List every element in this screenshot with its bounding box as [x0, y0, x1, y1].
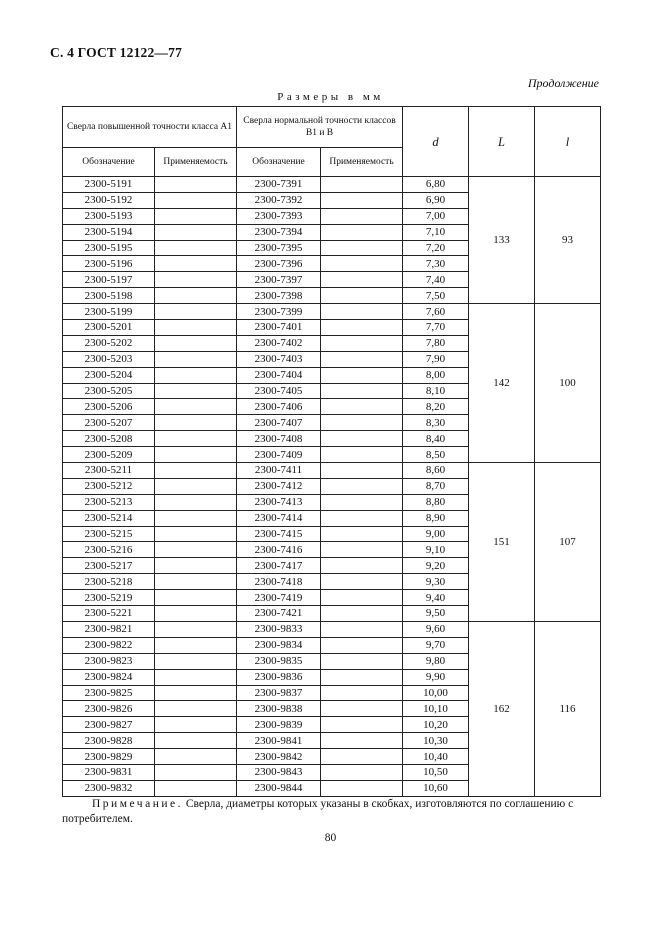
applicability-b-cell	[321, 494, 403, 510]
designation-b-cell: 2300-7391	[237, 177, 321, 193]
applicability-b-cell	[321, 606, 403, 622]
note-text: Сверла, диаметры которых указаны в скобках, изготовляются по соглашению с потребителем.	[62, 798, 574, 825]
length-l-cell: 93	[535, 177, 601, 304]
diameter-d-cell: 10,60	[403, 780, 469, 796]
designation-b-cell: 2300-7408	[237, 431, 321, 447]
applicability-b-cell	[321, 320, 403, 336]
applicability-b-cell	[321, 621, 403, 637]
designation-a1-cell: 2300-9831	[63, 764, 155, 780]
page-header: С. 4 ГОСТ 12122—77	[50, 45, 183, 60]
diameter-d-cell: 8,60	[403, 463, 469, 479]
applicability-b-cell	[321, 240, 403, 256]
applicability-b-cell	[321, 637, 403, 653]
designation-a1-cell: 2300-5218	[63, 574, 155, 590]
designation-b-cell: 2300-7418	[237, 574, 321, 590]
designation-a1-cell: 2300-5214	[63, 510, 155, 526]
designation-b-cell: 2300-9836	[237, 669, 321, 685]
diameter-d-cell: 9,80	[403, 653, 469, 669]
applicability-a1-cell	[155, 272, 237, 288]
applicability-b-cell	[321, 764, 403, 780]
applicability-a1-cell	[155, 431, 237, 447]
designation-b-cell: 2300-7397	[237, 272, 321, 288]
applicability-b-cell	[321, 463, 403, 479]
applicability-b-cell	[321, 780, 403, 796]
designation-a1-cell: 2300-9832	[63, 780, 155, 796]
applicability-a1-cell	[155, 685, 237, 701]
designation-a1-cell: 2300-9828	[63, 733, 155, 749]
designation-b-cell: 2300-9843	[237, 764, 321, 780]
designation-b-cell: 2300-9839	[237, 717, 321, 733]
designation-a1-cell: 2300-9821	[63, 621, 155, 637]
length-l-cell: 100	[535, 304, 601, 463]
applicability-b-cell	[321, 351, 403, 367]
drill-sizes-table	[62, 106, 601, 797]
applicability-b-cell	[321, 526, 403, 542]
applicability-a1-cell	[155, 256, 237, 272]
designation-a1-cell: 2300-9824	[63, 669, 155, 685]
applicability-a1-cell	[155, 526, 237, 542]
designation-b-cell: 2300-9838	[237, 701, 321, 717]
applicability-a1-cell	[155, 335, 237, 351]
diameter-d-cell: 8,40	[403, 431, 469, 447]
designation-a1-cell: 2300-5212	[63, 478, 155, 494]
applicability-a1-cell	[155, 494, 237, 510]
applicability-b-cell	[321, 542, 403, 558]
header-d: d	[403, 107, 469, 177]
designation-b-cell: 2300-7392	[237, 192, 321, 208]
designation-a1-cell: 2300-5196	[63, 256, 155, 272]
diameter-d-cell: 7,50	[403, 288, 469, 304]
designation-b-cell: 2300-7407	[237, 415, 321, 431]
designation-a1-cell: 2300-5207	[63, 415, 155, 431]
designation-b-cell: 2300-7395	[237, 240, 321, 256]
applicability-b-cell	[321, 288, 403, 304]
designation-b-cell: 2300-7414	[237, 510, 321, 526]
designation-b-cell: 2300-7404	[237, 367, 321, 383]
header-applicability-a1: Применяемость	[155, 148, 237, 177]
designation-b-cell: 2300-7411	[237, 463, 321, 479]
length-L-cell: 162	[469, 621, 535, 796]
diameter-d-cell: 8,50	[403, 447, 469, 463]
diameter-d-cell: 9,50	[403, 606, 469, 622]
diameter-d-cell: 8,80	[403, 494, 469, 510]
applicability-a1-cell	[155, 510, 237, 526]
diameter-d-cell: 6,90	[403, 192, 469, 208]
diameter-d-cell: 7,70	[403, 320, 469, 336]
designation-b-cell: 2300-7398	[237, 288, 321, 304]
designation-a1-cell: 2300-5203	[63, 351, 155, 367]
designation-b-cell: 2300-7421	[237, 606, 321, 622]
table-row	[63, 177, 601, 193]
applicability-b-cell	[321, 383, 403, 399]
applicability-b-cell	[321, 367, 403, 383]
applicability-a1-cell	[155, 764, 237, 780]
designation-b-cell: 2300-7402	[237, 335, 321, 351]
applicability-a1-cell	[155, 399, 237, 415]
diameter-d-cell: 8,70	[403, 478, 469, 494]
table-row	[63, 304, 601, 320]
diameter-d-cell: 10,00	[403, 685, 469, 701]
applicability-a1-cell	[155, 224, 237, 240]
designation-a1-cell: 2300-5205	[63, 383, 155, 399]
diameter-d-cell: 9,90	[403, 669, 469, 685]
header-L: L	[469, 107, 535, 177]
header-group-a1: Сверла повышенной точности класса А1	[63, 107, 237, 148]
diameter-d-cell: 8,10	[403, 383, 469, 399]
designation-a1-cell: 2300-5201	[63, 320, 155, 336]
applicability-a1-cell	[155, 367, 237, 383]
diameter-d-cell: 7,90	[403, 351, 469, 367]
applicability-a1-cell	[155, 574, 237, 590]
diameter-d-cell: 9,40	[403, 590, 469, 606]
designation-a1-cell: 2300-5198	[63, 288, 155, 304]
designation-a1-cell: 2300-5193	[63, 208, 155, 224]
diameter-d-cell: 7,60	[403, 304, 469, 320]
diameter-d-cell: 7,10	[403, 224, 469, 240]
applicability-b-cell	[321, 272, 403, 288]
designation-b-cell: 2300-7409	[237, 447, 321, 463]
applicability-b-cell	[321, 510, 403, 526]
designation-a1-cell: 2300-5213	[63, 494, 155, 510]
designation-b-cell: 2300-7406	[237, 399, 321, 415]
designation-a1-cell: 2300-9829	[63, 749, 155, 765]
applicability-b-cell	[321, 478, 403, 494]
note	[62, 797, 602, 827]
continuation-label: Продолжение	[527, 76, 599, 90]
designation-b-cell: 2300-7417	[237, 558, 321, 574]
applicability-b-cell	[321, 558, 403, 574]
applicability-a1-cell	[155, 701, 237, 717]
diameter-d-cell: 9,60	[403, 621, 469, 637]
diameter-d-cell: 8,20	[403, 399, 469, 415]
sizes-caption: Размеры в мм	[277, 91, 384, 103]
designation-a1-cell: 2300-5217	[63, 558, 155, 574]
applicability-a1-cell	[155, 669, 237, 685]
designation-a1-cell: 2300-5215	[63, 526, 155, 542]
applicability-b-cell	[321, 685, 403, 701]
diameter-d-cell: 9,70	[403, 637, 469, 653]
applicability-a1-cell	[155, 653, 237, 669]
designation-b-cell: 2300-7403	[237, 351, 321, 367]
designation-b-cell: 2300-9842	[237, 749, 321, 765]
applicability-b-cell	[321, 335, 403, 351]
page-number: 80	[324, 832, 337, 844]
applicability-a1-cell	[155, 749, 237, 765]
applicability-b-cell	[321, 590, 403, 606]
designation-b-cell: 2300-7415	[237, 526, 321, 542]
diameter-d-cell: 6,80	[403, 177, 469, 193]
designation-a1-cell: 2300-5221	[63, 606, 155, 622]
designation-a1-cell: 2300-5216	[63, 542, 155, 558]
designation-a1-cell: 2300-5219	[63, 590, 155, 606]
applicability-b-cell	[321, 701, 403, 717]
designation-b-cell: 2300-9833	[237, 621, 321, 637]
length-L-cell: 142	[469, 304, 535, 463]
designation-b-cell: 2300-9844	[237, 780, 321, 796]
designation-a1-cell: 2300-9822	[63, 637, 155, 653]
applicability-b-cell	[321, 717, 403, 733]
diameter-d-cell: 10,30	[403, 733, 469, 749]
designation-b-cell: 2300-7412	[237, 478, 321, 494]
applicability-b-cell	[321, 256, 403, 272]
applicability-a1-cell	[155, 637, 237, 653]
header-designation-b: Обозначение	[237, 148, 321, 177]
length-l-cell: 116	[535, 621, 601, 796]
designation-a1-cell: 2300-5197	[63, 272, 155, 288]
diameter-d-cell: 10,50	[403, 764, 469, 780]
diameter-d-cell: 8,90	[403, 510, 469, 526]
diameter-d-cell: 7,40	[403, 272, 469, 288]
designation-a1-cell: 2300-9825	[63, 685, 155, 701]
applicability-a1-cell	[155, 542, 237, 558]
applicability-b-cell	[321, 669, 403, 685]
diameter-d-cell: 9,30	[403, 574, 469, 590]
designation-b-cell: 2300-7394	[237, 224, 321, 240]
applicability-a1-cell	[155, 177, 237, 193]
diameter-d-cell: 7,20	[403, 240, 469, 256]
applicability-a1-cell	[155, 447, 237, 463]
diameter-d-cell: 10,40	[403, 749, 469, 765]
applicability-b-cell	[321, 208, 403, 224]
applicability-b-cell	[321, 653, 403, 669]
designation-b-cell: 2300-7396	[237, 256, 321, 272]
header-designation-a1: Обозначение	[63, 148, 155, 177]
designation-b-cell: 2300-9841	[237, 733, 321, 749]
applicability-a1-cell	[155, 606, 237, 622]
designation-b-cell: 2300-9834	[237, 637, 321, 653]
designation-b-cell: 2300-7393	[237, 208, 321, 224]
applicability-b-cell	[321, 431, 403, 447]
designation-a1-cell: 2300-5209	[63, 447, 155, 463]
table-row	[63, 621, 601, 637]
designation-a1-cell: 2300-5194	[63, 224, 155, 240]
designation-b-cell: 2300-7416	[237, 542, 321, 558]
applicability-b-cell	[321, 177, 403, 193]
designation-b-cell: 2300-7405	[237, 383, 321, 399]
applicability-a1-cell	[155, 621, 237, 637]
length-L-cell: 151	[469, 463, 535, 622]
applicability-b-cell	[321, 574, 403, 590]
designation-b-cell: 2300-7401	[237, 320, 321, 336]
applicability-a1-cell	[155, 558, 237, 574]
designation-b-cell: 2300-9837	[237, 685, 321, 701]
designation-a1-cell: 2300-9823	[63, 653, 155, 669]
diameter-d-cell: 8,00	[403, 367, 469, 383]
designation-a1-cell: 2300-5202	[63, 335, 155, 351]
applicability-b-cell	[321, 192, 403, 208]
applicability-a1-cell	[155, 590, 237, 606]
designation-a1-cell: 2300-5195	[63, 240, 155, 256]
diameter-d-cell: 9,20	[403, 558, 469, 574]
applicability-a1-cell	[155, 415, 237, 431]
header-group-b: Сверла нормальной точности классов В1 и В	[237, 107, 403, 148]
diameter-d-cell: 7,80	[403, 335, 469, 351]
designation-b-cell: 2300-7413	[237, 494, 321, 510]
designation-a1-cell: 2300-5206	[63, 399, 155, 415]
applicability-b-cell	[321, 749, 403, 765]
applicability-a1-cell	[155, 288, 237, 304]
designation-a1-cell: 2300-5191	[63, 177, 155, 193]
applicability-a1-cell	[155, 304, 237, 320]
applicability-a1-cell	[155, 320, 237, 336]
diameter-d-cell: 9,10	[403, 542, 469, 558]
table-body	[63, 177, 601, 797]
designation-a1-cell: 2300-9826	[63, 701, 155, 717]
designation-b-cell: 2300-7399	[237, 304, 321, 320]
applicability-a1-cell	[155, 717, 237, 733]
designation-a1-cell: 2300-5211	[63, 463, 155, 479]
applicability-a1-cell	[155, 383, 237, 399]
diameter-d-cell: 7,00	[403, 208, 469, 224]
applicability-a1-cell	[155, 208, 237, 224]
designation-a1-cell: 2300-5208	[63, 431, 155, 447]
applicability-b-cell	[321, 224, 403, 240]
applicability-a1-cell	[155, 478, 237, 494]
applicability-b-cell	[321, 399, 403, 415]
applicability-b-cell	[321, 304, 403, 320]
applicability-a1-cell	[155, 780, 237, 796]
note-label: Примечание.	[92, 798, 183, 810]
designation-a1-cell: 2300-5199	[63, 304, 155, 320]
designation-b-cell: 2300-9835	[237, 653, 321, 669]
applicability-b-cell	[321, 447, 403, 463]
diameter-d-cell: 10,10	[403, 701, 469, 717]
applicability-a1-cell	[155, 351, 237, 367]
designation-b-cell: 2300-7419	[237, 590, 321, 606]
applicability-a1-cell	[155, 240, 237, 256]
designation-a1-cell: 2300-5192	[63, 192, 155, 208]
applicability-b-cell	[321, 733, 403, 749]
applicability-a1-cell	[155, 733, 237, 749]
table-row	[63, 463, 601, 479]
designation-a1-cell: 2300-5204	[63, 367, 155, 383]
applicability-b-cell	[321, 415, 403, 431]
applicability-a1-cell	[155, 463, 237, 479]
applicability-a1-cell	[155, 192, 237, 208]
length-L-cell: 133	[469, 177, 535, 304]
header-applicability-b: Применяемость	[321, 148, 403, 177]
diameter-d-cell: 10,20	[403, 717, 469, 733]
diameter-d-cell: 9,00	[403, 526, 469, 542]
header-l: l	[535, 107, 601, 177]
diameter-d-cell: 8,30	[403, 415, 469, 431]
designation-a1-cell: 2300-9827	[63, 717, 155, 733]
diameter-d-cell: 7,30	[403, 256, 469, 272]
length-l-cell: 107	[535, 463, 601, 622]
